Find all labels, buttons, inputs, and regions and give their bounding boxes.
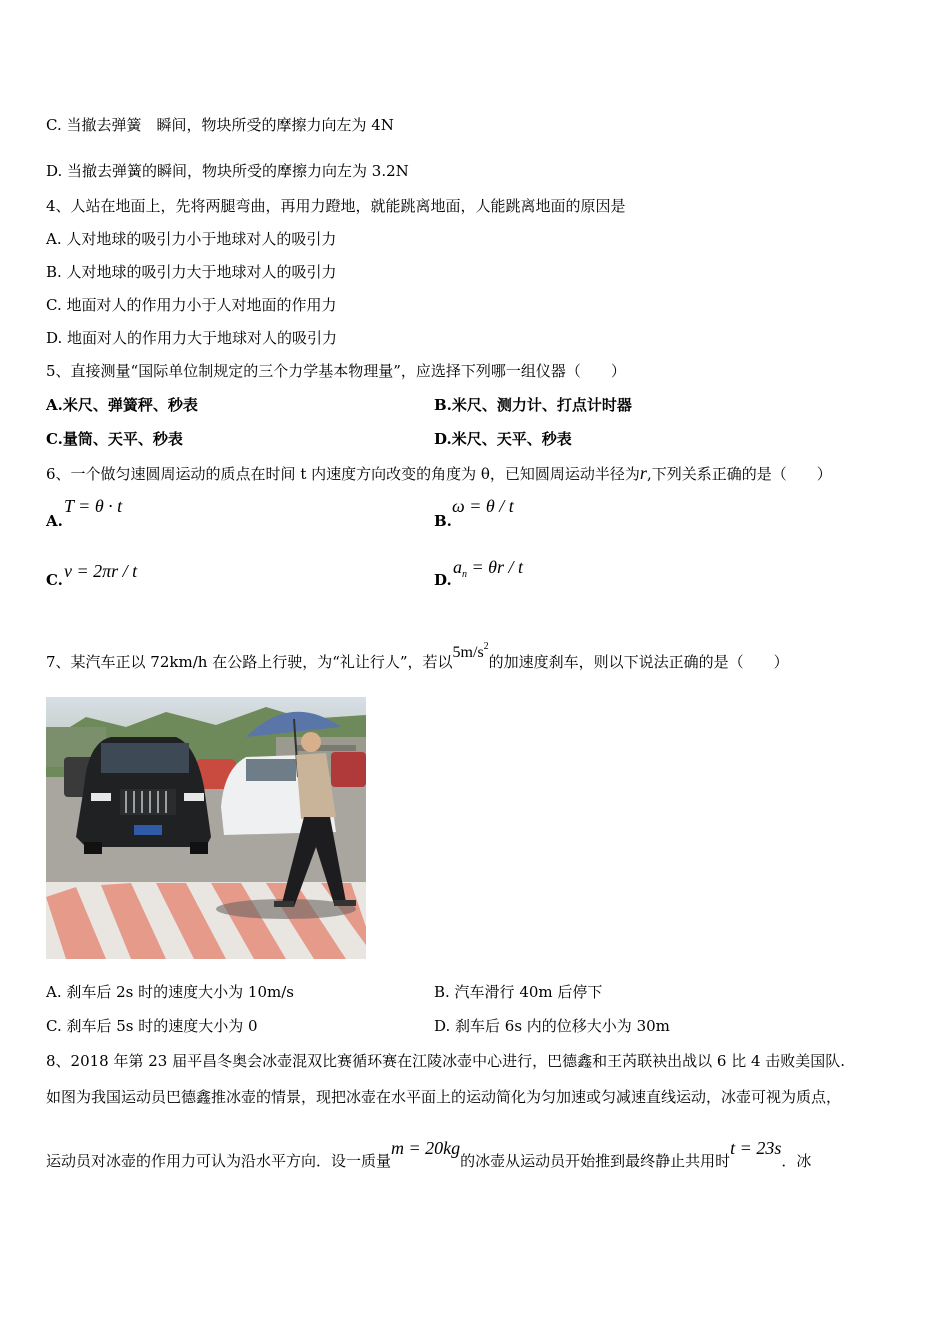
q6-option-d-formula xyxy=(453,557,523,581)
q6-option-a-label: A. xyxy=(46,512,63,530)
q5-option-d: D.米尺、天平、秒表 xyxy=(434,430,572,448)
q7-accel-sup: 2 xyxy=(483,641,489,652)
q4-option-b: B. 人对地球的吸引力大于地球对人的吸引力 xyxy=(46,263,337,281)
q6-option-d-label: D. xyxy=(434,571,452,589)
q6-option-c-formula: v = 2πr / t xyxy=(64,561,138,581)
q8-time: t = 23s xyxy=(730,1138,782,1158)
crosswalk-photo xyxy=(46,697,366,959)
q8-line-3-pre: 运动员对冰壶的作用力可认为沿水平方向．设一质量 xyxy=(46,1152,392,1170)
q4-option-a: A. 人对地球的吸引力小于地球对人的吸引力 xyxy=(46,230,337,248)
q6-option-b-formula: ω = θ / t xyxy=(452,496,514,516)
q8-line-2: 如图为我国运动员巴德鑫推冰壶的情景，现把冰壶在水平面上的运动简化为匀加速或匀减速直线运动，冰壶可视为质点， xyxy=(46,1088,842,1106)
q5-stem: 5、直接测量“国际单位制规定的三个力学基本物理量”，应选择下列哪一组仪器（ ） xyxy=(46,362,626,380)
q7-option-c: C. 刹车后 5s 时的速度大小为 0 xyxy=(46,1017,258,1035)
q6-stem-pre: 6、一个做匀速圆周运动的质点在时间 t 内速度方向改变的角度为 θ，已知圆周运动半径为 xyxy=(46,465,640,483)
q6-option-a-formula: T = θ · t xyxy=(64,496,123,516)
q7-option-b: B. 汽车滑行 40m 后停下 xyxy=(434,983,603,1001)
q4-stem: 4、人站在地面上，先将两腿弯曲，再用力蹬地，就能跳离地面，人能跳离地面的原因是 xyxy=(46,197,626,215)
q7-option-a: A. 刹车后 2s 时的速度大小为 10m/s xyxy=(46,983,294,1001)
q6-stem-post: ,下列关系正确的是（ ） xyxy=(646,465,832,483)
q6-option-b-label: B. xyxy=(434,512,452,530)
q8-line-3 xyxy=(46,1138,812,1171)
q5-option-a: A.米尺、弹簧秤、秒表 xyxy=(46,396,198,414)
q7-accel-value: 5m/s xyxy=(452,644,484,661)
q5-option-c: C.量筒、天平、秒表 xyxy=(46,430,183,448)
q6-stem xyxy=(46,463,832,484)
q7-stem-pre: 7、某汽车正以 72km/h 在公路上行驶，为“礼让行人”，若以 xyxy=(46,653,453,671)
q6-option-d-var: a xyxy=(453,557,462,577)
q8-line-3-post: ．冰 xyxy=(781,1152,812,1170)
q6-option-d-rest: = θr / t xyxy=(467,557,523,577)
q4-option-d: D. 地面对人的作用力大于地球对人的吸引力 xyxy=(46,329,338,347)
q8-line-3-mid: 的冰壶从运动员开始推到最终静止共用时 xyxy=(460,1152,731,1170)
q6-radius-var: r xyxy=(639,463,647,483)
q7-accel xyxy=(452,641,489,661)
q4-option-c: C. 地面对人的作用力小于人对地面的作用力 xyxy=(46,296,337,314)
q8-mass: m = 20kg xyxy=(391,1138,461,1158)
q7-stem-post: 的加速度刹车，则以下说法正确的是（ ） xyxy=(488,653,789,671)
q6-option-d-sub: n xyxy=(462,569,467,580)
q7-option-d: D. 刹车后 6s 内的位移大小为 30m xyxy=(434,1017,670,1035)
q7-stem xyxy=(46,641,789,675)
q8-line-1: 8、2018 年第 23 届平昌冬奥会冰壶混双比赛循环赛在江陵冰壶中心进行，巴德鑫和王芮联袂出战以 6 比 4 击败美国队. xyxy=(46,1052,846,1070)
q3-option-d: D. 当撤去弹簧的瞬间，物块所受的摩擦力向左为 3.2N xyxy=(46,162,409,180)
q6-option-c-label: C. xyxy=(46,571,63,589)
q5-option-b: B.米尺、测力计、打点计时器 xyxy=(434,396,632,414)
q3-option-c: C. 当撤去弹簧 瞬间，物块所受的摩擦力向左为 4N xyxy=(46,116,394,134)
